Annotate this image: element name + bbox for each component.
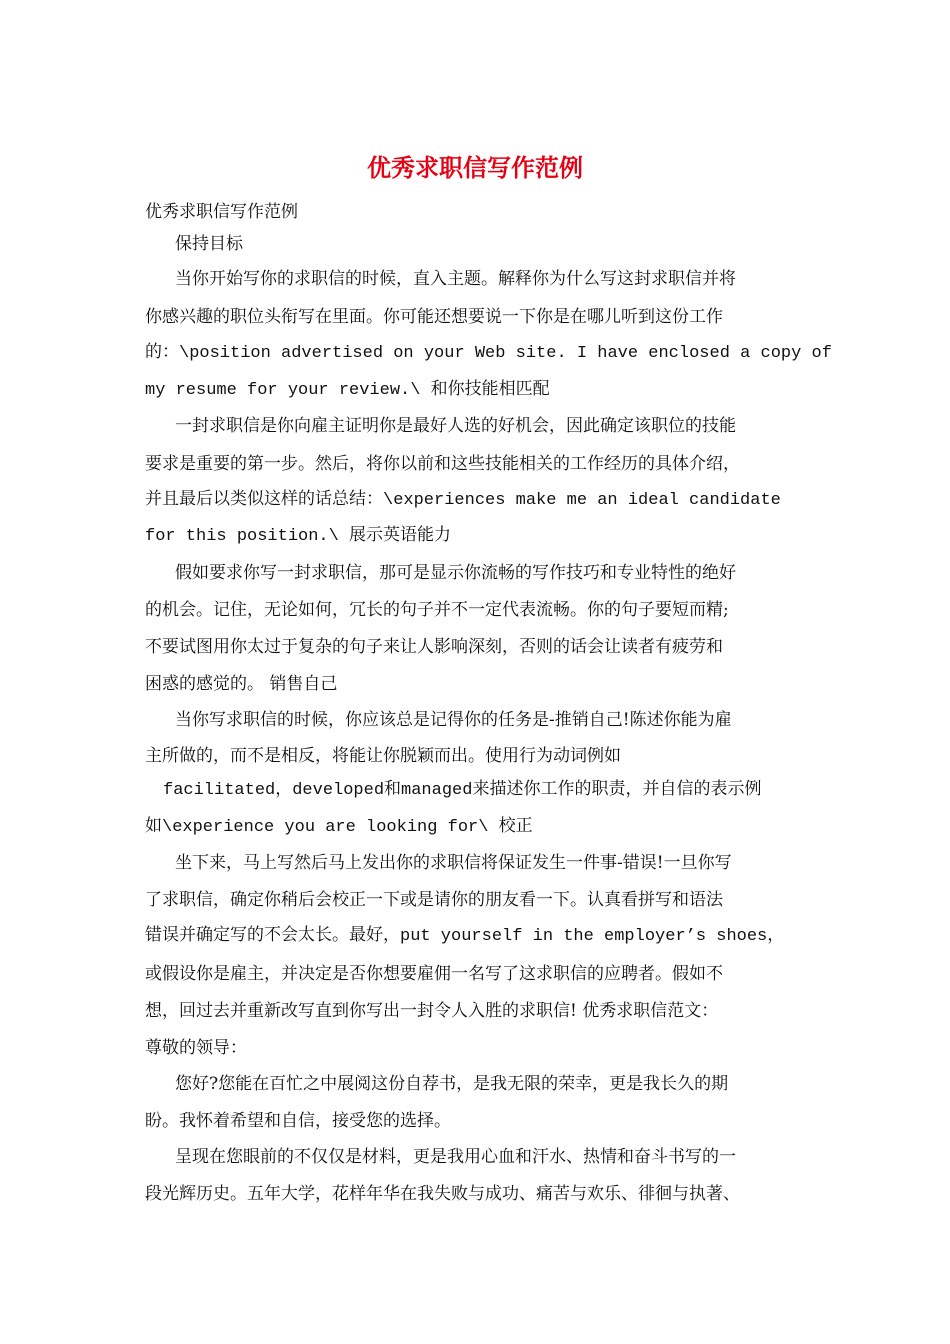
text-line: 呈现在您眼前的不仅仅是材料，更是我用心血和汗水、热情和奋斗书写的一 <box>175 1147 736 1167</box>
text-line: 你感兴趣的职位头衔写在里面。你可能还想要说一下你是在哪儿听到这份工作 <box>145 307 723 327</box>
text-line: 盼。我怀着希望和自信，接受您的选择。 <box>145 1111 451 1131</box>
text-line: 不要试图用你太过于复杂的句子来让人影响深刻，否则的话会让读者有疲劳和 <box>145 637 723 657</box>
text-line: 的：\position advertised on your Web site. I have enclosed a copy of <box>145 344 832 363</box>
document-title: 优秀求职信写作范例 <box>367 153 583 182</box>
text-line: my resume for your review.\ 和你技能相匹配 <box>145 381 550 400</box>
text-line: 困惑的感觉的。 销售自己 <box>145 674 338 694</box>
text-line: 了求职信，确定你稍后会校正一下或是请你的朋友看一下。认真看拼写和语法 <box>145 890 723 910</box>
text-line: 主所做的，而不是相反，将能让你脱颖而出。使用行为动词例如 <box>145 746 621 766</box>
text-line: 优秀求职信写作范例 <box>145 202 298 222</box>
text-line: 并且最后以类似这样的话总结：\experiences make me an ideal candidate <box>145 491 781 510</box>
text-line: 段光辉历史。五年大学，花样年华在我失败与成功、痛苦与欢乐、徘徊与执著、 <box>145 1184 740 1204</box>
text-line: 或假设你是雇主，并决定是否你想要雇佣一名写了这求职信的应聘者。假如不 <box>145 964 723 984</box>
text-line: 坐下来，马上写然后马上发出你的求职信将保证发生一件事-错误!一旦你写 <box>175 853 732 873</box>
text-line: 假如要求你写一封求职信，那可是显示你流畅的写作技巧和专业特性的绝好 <box>175 563 736 583</box>
text-line: facilitated，developed和managed来描述你工作的职责，并自信的表示例 <box>163 781 762 800</box>
text-line: 如\experience you are looking for\ 校正 <box>145 818 533 837</box>
text-line: for this position.\ 展示英语能力 <box>145 527 452 546</box>
text-line: 您好?您能在百忙之中展阅这份自荐书，是我无限的荣幸，更是我长久的期 <box>175 1074 729 1094</box>
text-line: 要求是重要的第一步。然后，将你以前和这些技能相关的工作经历的具体介绍， <box>145 454 740 474</box>
text-line: 当你写求职信的时候，你应该总是记得你的任务是-推销自己!陈述你能为雇 <box>175 710 732 730</box>
text-line: 一封求职信是你向雇主证明你是最好人选的好机会，因此确定该职位的技能 <box>175 416 736 436</box>
section-heading: 保持目标 <box>175 234 243 254</box>
salutation: 尊敬的领导： <box>145 1038 247 1058</box>
text-line: 错误并确定写的不会太长。最好，put yourself in the employer’s shoes， <box>145 927 785 946</box>
text-line: 当你开始写你的求职信的时候，直入主题。解释你为什么写这封求职信并将 <box>175 269 736 289</box>
text-line: 想，回过去并重新改写直到你写出一封令人入胜的求职信! 优秀求职信范文： <box>145 1001 719 1021</box>
text-line: 的机会。记住，无论如何，冗长的句子并不一定代表流畅。你的句子要短而精; <box>145 600 729 620</box>
